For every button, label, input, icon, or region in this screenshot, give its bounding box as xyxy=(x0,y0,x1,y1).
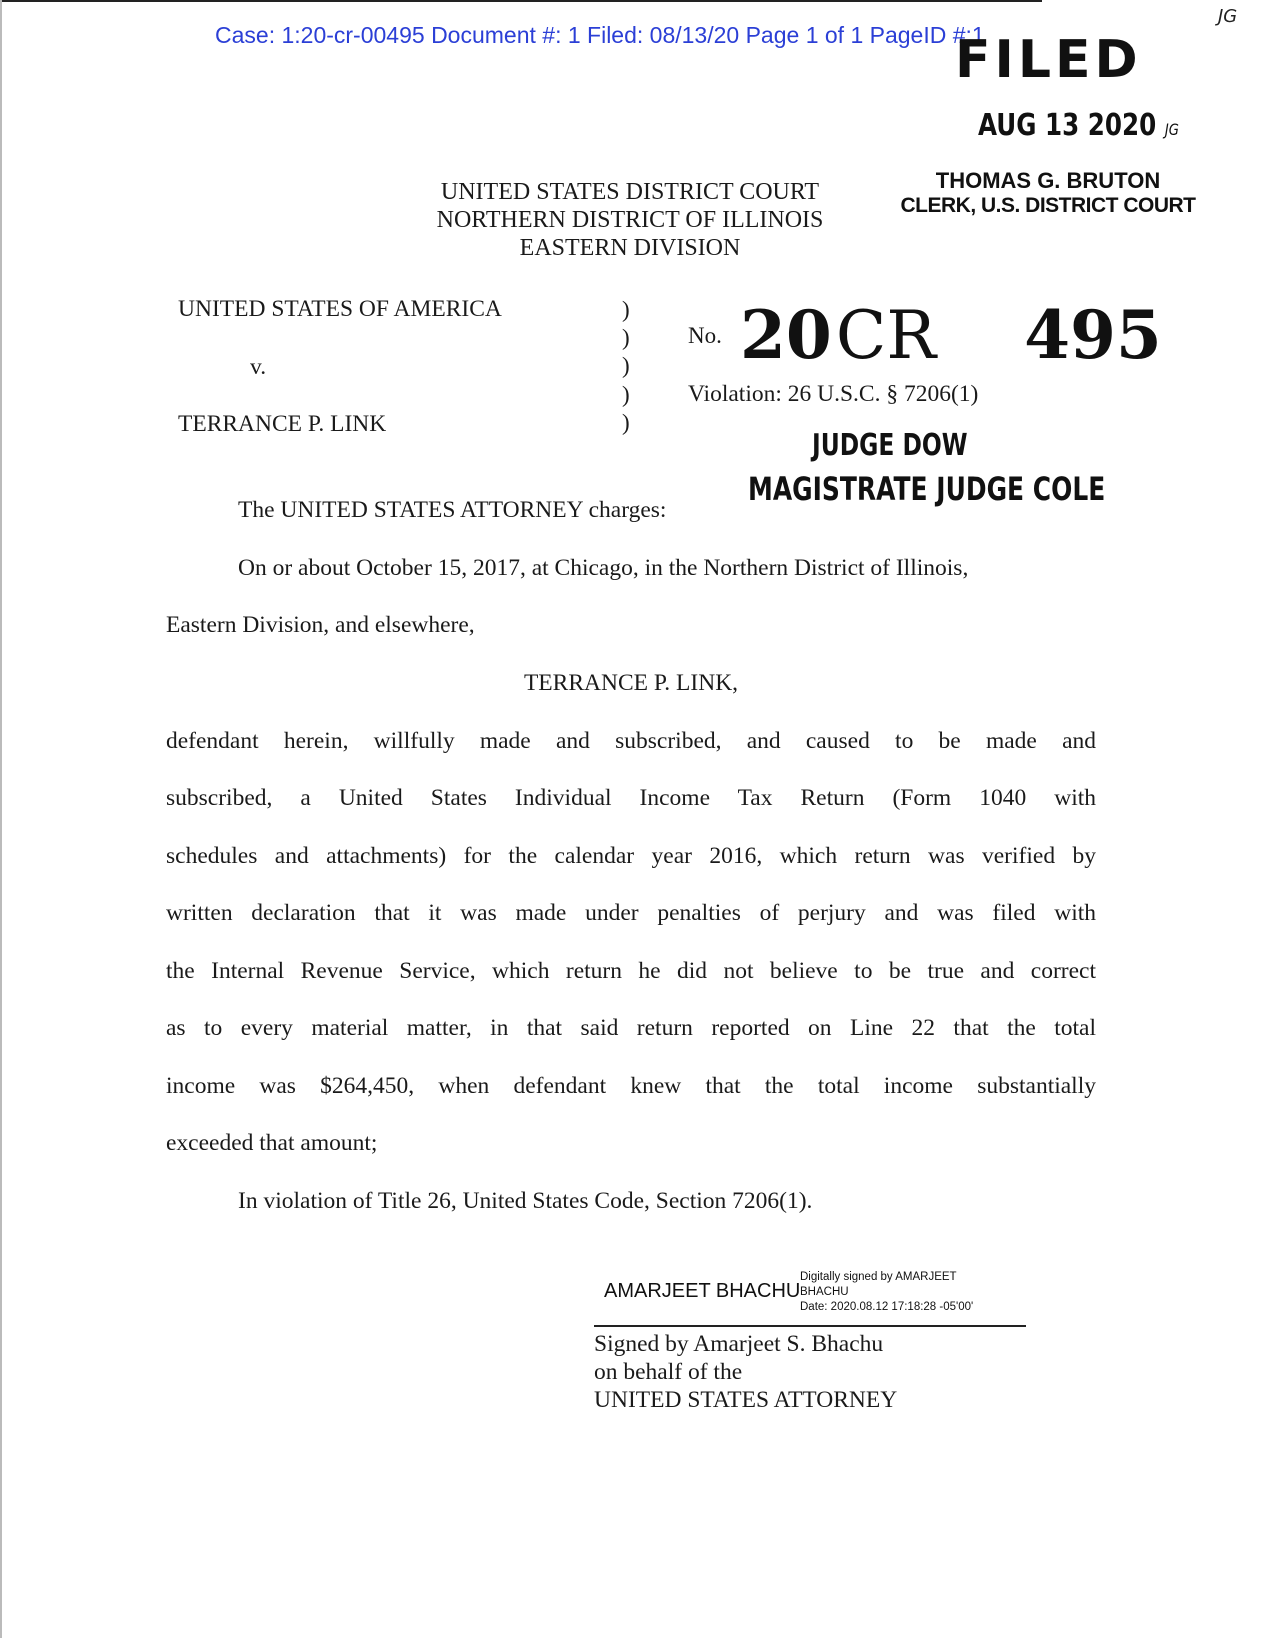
signature-block-line: Signed by Amarjeet S. Bhachu xyxy=(594,1331,884,1357)
caption-versus: v. xyxy=(250,354,267,380)
case-number-year: 20 xyxy=(740,296,832,374)
paragraph-line: On or about October 15, 2017, at Chicago, in the Northern District of Illinois, xyxy=(238,555,969,581)
ecf-header-stamp: Case: 1:20-cr-00495 Document #: 1 Filed: 08/13/20 Page 1 of 1 PageID #:1 xyxy=(215,22,985,48)
paragraph-line: exceeded that amount; xyxy=(166,1130,378,1156)
caption-defendant: TERRANCE P. LINK xyxy=(178,411,387,437)
paragraph-line: subscribed, a United States Individual Income Tax Return (Form 1040 with xyxy=(166,785,1096,811)
court-division: EASTERN DIVISION xyxy=(519,235,741,261)
top-border-line xyxy=(0,0,1042,2)
paragraph-line: written declaration that it was made under penalties of perjury and was filed with xyxy=(166,900,1096,926)
digital-signature-date: Date: 2020.08.12 17:18:28 -05'00' xyxy=(800,1301,974,1313)
judge-stamp: JUDGE DOW xyxy=(812,428,968,463)
case-number-seq: 495 xyxy=(1024,296,1162,374)
case-number-type: CR xyxy=(835,297,937,374)
paragraph-line: as to every material matter, in that said return reported on Line 22 that the total xyxy=(166,1015,1096,1041)
caption-plaintiff: UNITED STATES OF AMERICA xyxy=(178,296,502,322)
paragraph-line: income was $264,450, when defendant knew that the total income substantially xyxy=(166,1073,1096,1099)
signature-block xyxy=(594,1330,897,1414)
court-name: UNITED STATES DISTRICT COURT xyxy=(440,179,820,205)
caption-paren: ) xyxy=(622,382,630,407)
magistrate-stamp: MAGISTRATE JUDGE COLE xyxy=(748,470,1106,508)
signature-rule xyxy=(594,1325,1026,1327)
paragraph-line: Eastern Division, and elsewhere, xyxy=(166,612,475,638)
left-scan-edge xyxy=(0,0,2,1638)
violation-statement: In violation of Title 26, United States Code, Section 7206(1). xyxy=(238,1188,813,1214)
filed-date-initials: JG xyxy=(1164,120,1179,139)
paragraph-line: the Internal Revenue Service, which return he did not believe to be true and correct xyxy=(166,958,1096,984)
filed-stamp-date xyxy=(978,108,1179,143)
clerk-title: CLERK, U.S. DISTRICT COURT xyxy=(900,194,1196,217)
violation-citation: Violation: 26 U.S.C. § 7206(1) xyxy=(688,381,979,407)
corner-initials: JG xyxy=(1218,6,1238,27)
court-district: NORTHERN DISTRICT OF ILLINOIS xyxy=(436,207,824,233)
signature-block-line: on behalf of the xyxy=(594,1359,743,1385)
case-number-label: No. xyxy=(688,323,722,348)
digital-signature-details xyxy=(800,1270,973,1315)
filed-stamp-word: FILED xyxy=(955,30,1142,90)
paragraph-line: schedules and attachments) for the calendar year 2016, which return was verified by xyxy=(166,843,1096,869)
digital-signature-line: BHACHU xyxy=(800,1286,849,1298)
digital-signature-line: Digitally signed by AMARJEET xyxy=(800,1271,957,1283)
signature-block-line: UNITED STATES ATTORNEY xyxy=(594,1387,898,1413)
caption-paren: ) xyxy=(622,353,630,378)
clerk-name: THOMAS G. BRUTON xyxy=(935,168,1161,193)
caption-paren: ) xyxy=(622,297,630,322)
filed-date-text: AUG 13 2020 xyxy=(978,108,1157,143)
caption-paren: ) xyxy=(622,410,630,435)
signature-name: AMARJEET BHACHU xyxy=(604,1280,801,1302)
paragraph-line: defendant herein, willfully made and subscribed, and caused to be made and xyxy=(166,728,1096,754)
charges-line: The UNITED STATES ATTORNEY charges: xyxy=(238,497,667,523)
court-heading xyxy=(380,178,880,262)
defendant-name-line: TERRANCE P. LINK, xyxy=(523,670,739,696)
case-number-stamp xyxy=(740,296,1162,374)
caption-paren: ) xyxy=(622,325,630,350)
